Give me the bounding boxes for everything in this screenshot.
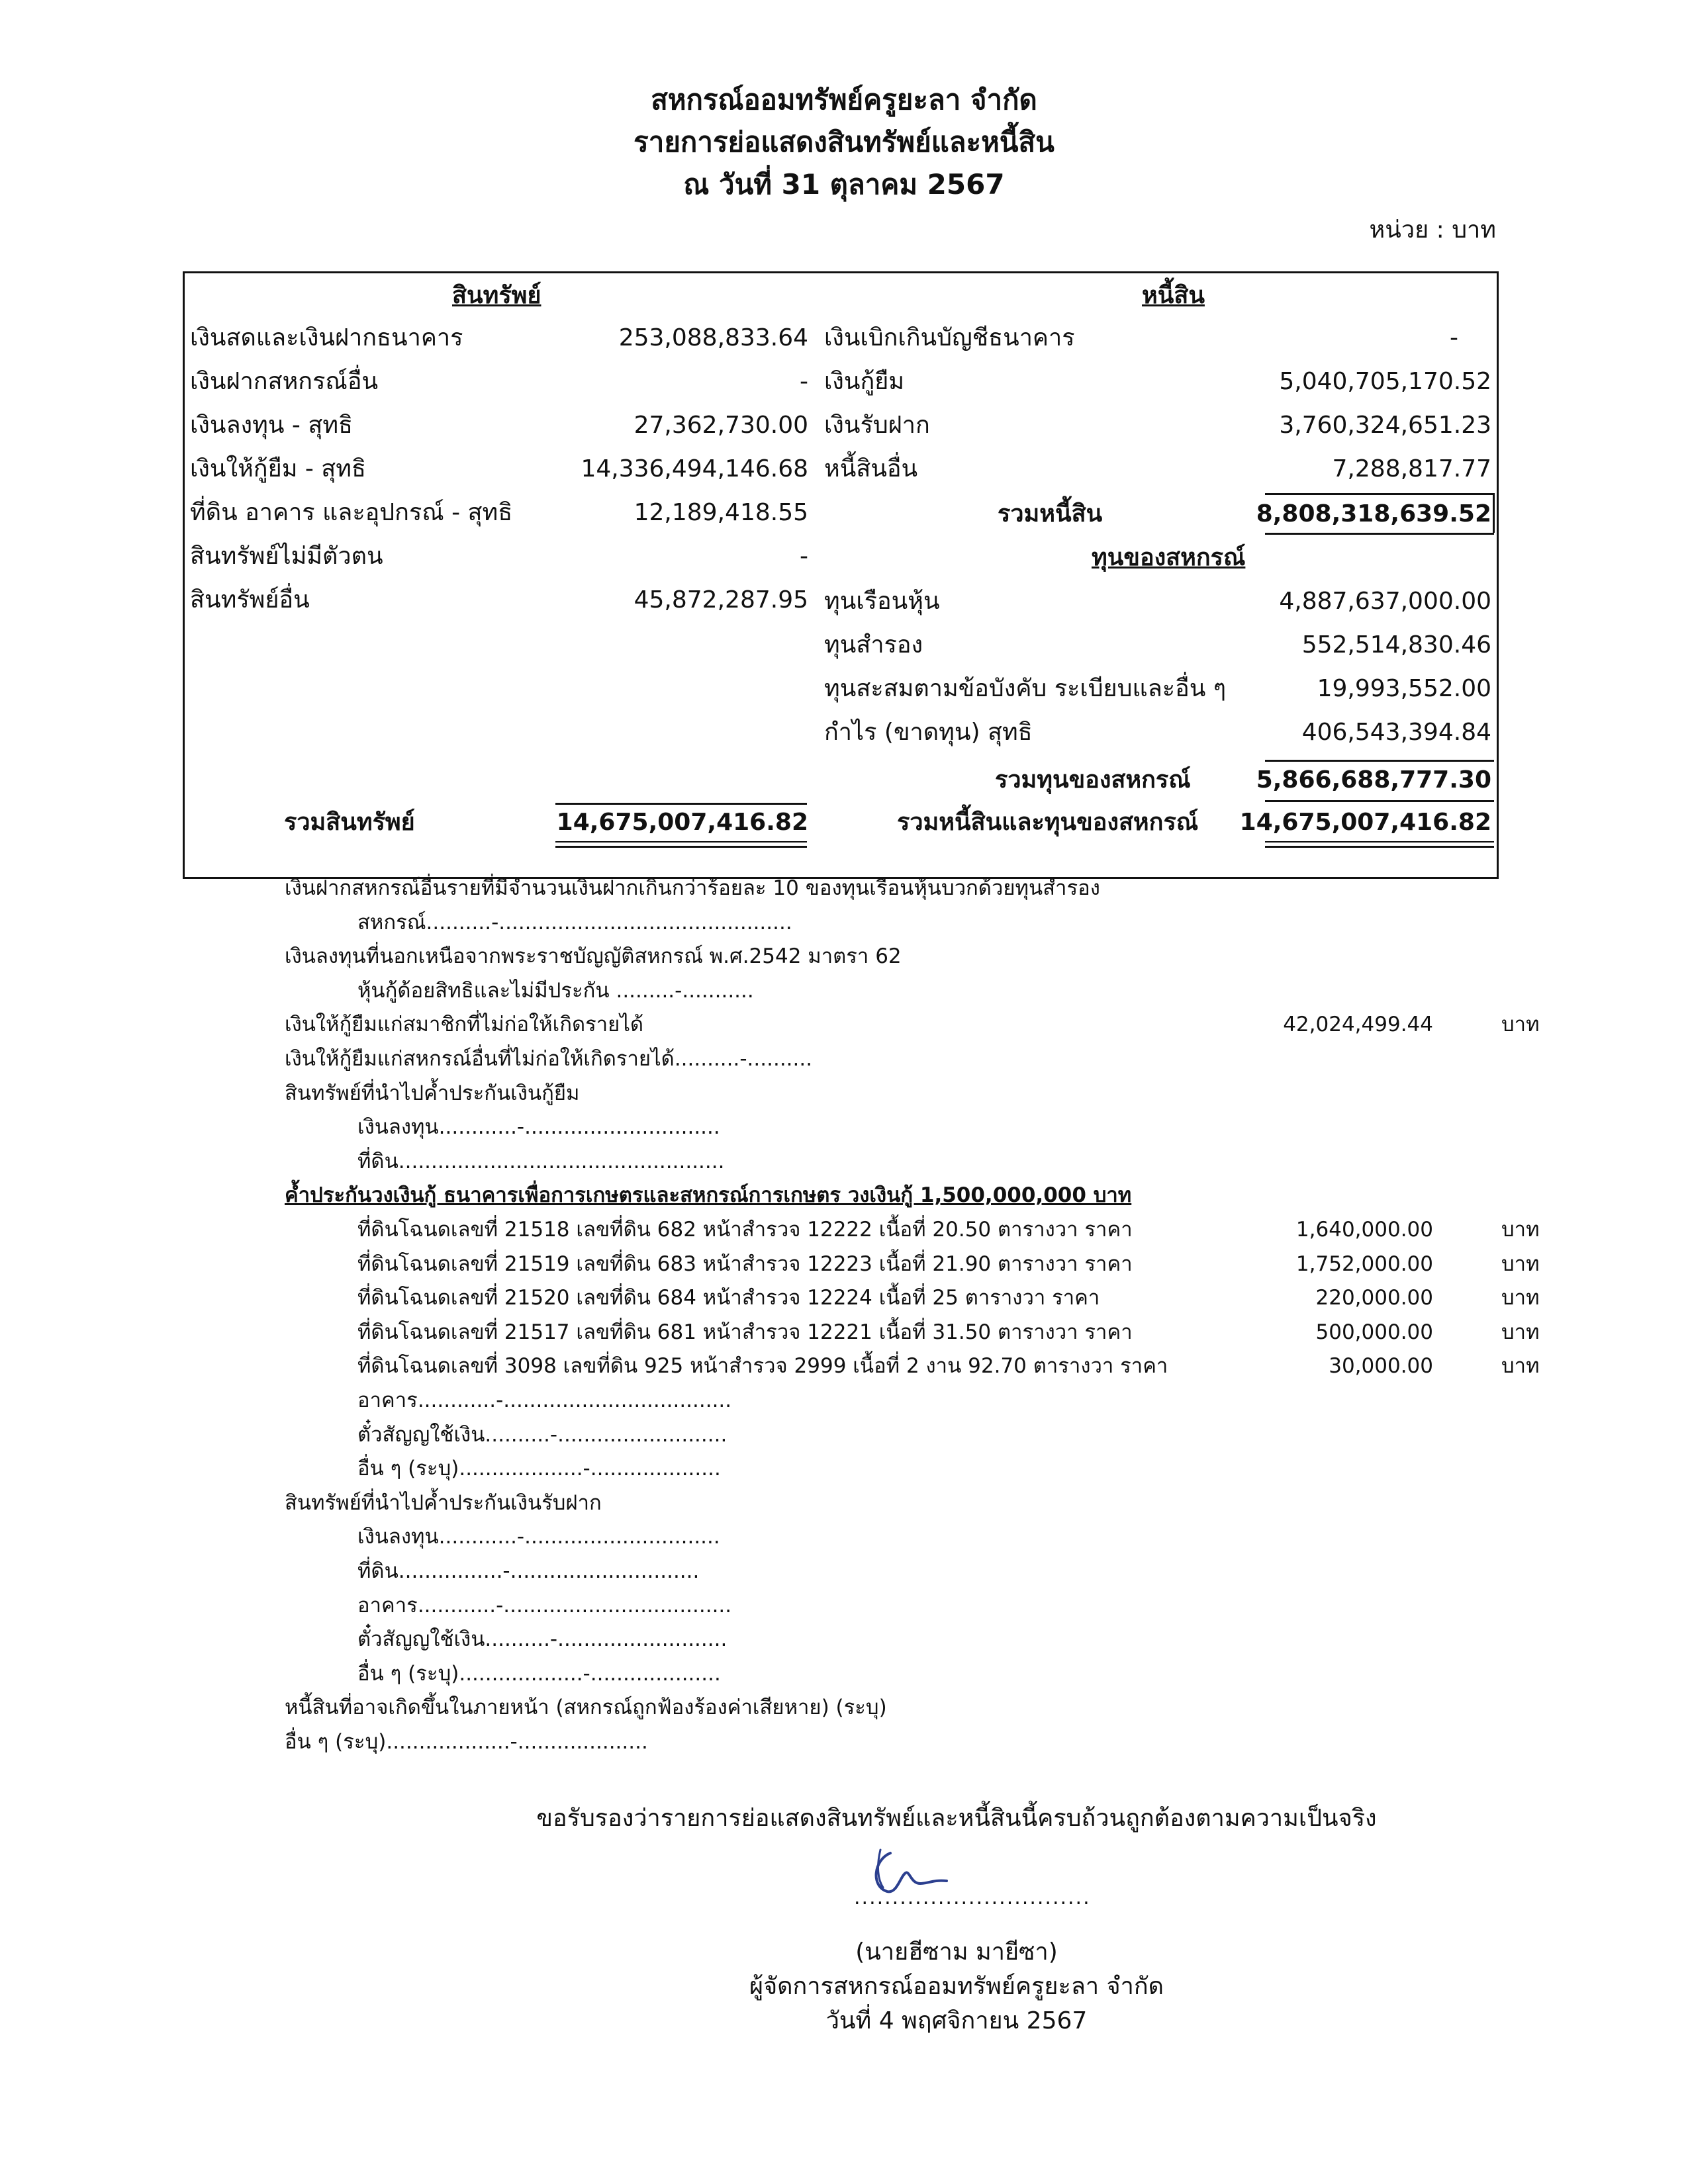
note-line: เงินลงทุน............-..............................	[357, 1115, 720, 1139]
note-line: เงินให้กู้ยืมแก่สหกรณ์อื่นที่ไม่ก่อให้เกิดรายได้..........-..........	[285, 1047, 813, 1071]
asset-row-label: สินทรัพย์ไม่มีตัวตน	[190, 543, 383, 570]
total-liabilities-label: รวมหนี้สิน	[998, 500, 1103, 527]
grand-total-value: 14,675,007,416.82	[1239, 809, 1491, 836]
asset-row-value: 12,189,418.55	[633, 499, 808, 526]
note-amount: 1,640,000.00	[1295, 1218, 1433, 1242]
asset-row-label: เงินให้กู้ยืม - สุทธิ	[190, 455, 366, 482]
note-unit: บาท	[1501, 1286, 1540, 1310]
asset-row-value: 27,362,730.00	[633, 412, 808, 439]
total-assets-label: รวมสินทรัพย์	[284, 809, 415, 836]
asset-total-top-rule	[555, 803, 807, 805]
equity-row-value: 552,514,830.46	[1301, 631, 1491, 659]
equity-subtotal-rule	[1265, 760, 1494, 762]
asset-row-value: 45,872,287.95	[633, 586, 808, 614]
asset-row-label: สินทรัพย์อื่น	[190, 586, 310, 614]
org-name: สหกรณ์ออมทรัพย์ครูยะลา จำกัด	[651, 83, 1037, 116]
note-line: เงินฝากสหกรณ์อื่นรายที่มีจำนวนเงินฝากเกินกว่าร้อยละ 10 ของทุนเรือนหุ้นบวกด้วยทุนสำรอง	[285, 876, 1100, 900]
liability-row-label: เงินกู้ยืม	[824, 368, 905, 395]
note-amount: 42,024,499.44	[1283, 1013, 1433, 1036]
liability-total-box	[1493, 493, 1495, 533]
equity-total-rule	[1265, 800, 1494, 802]
equity-row-value: 19,993,552.00	[1317, 675, 1491, 702]
collateral-heading: ค้ำประกันวงเงินกู้ ธนาคารเพื่อการเกษตรและสหกรณ์การเกษตร วงเงินกู้ 1,500,000,000 บาท	[285, 1183, 1132, 1207]
equity-row-label: ทุนเรือนหุ้น	[824, 588, 940, 615]
equity-row-label: ทุนสำรอง	[824, 631, 923, 659]
asset-row-label: เงินลงทุน - สุทธิ	[190, 412, 353, 439]
note-line: สินทรัพย์ที่นำไปค้ำประกันเงินรับฝาก	[285, 1491, 602, 1515]
liability-subtotal-rule	[1265, 493, 1494, 495]
asset-total-double-rule	[555, 841, 807, 848]
note-line: ตั๋วสัญญใช้เงิน..........-..........................	[357, 1627, 727, 1651]
note-amount: 220,000.00	[1315, 1286, 1433, 1310]
asset-row-value: -	[800, 368, 808, 395]
equity-row-value: 406,543,394.84	[1301, 719, 1491, 746]
statement-title: รายการย่อแสดงสินทรัพย์และหนี้สิน	[633, 126, 1055, 158]
signer-position: ผู้จัดการสหกรณ์ออมทรัพย์ครูยะลา จำกัด	[749, 1973, 1164, 2000]
liability-row-value: 5,040,705,170.52	[1279, 368, 1491, 395]
note-line: ที่ดินโฉนดเลขที่ 21520 เลขที่ดิน 684 หน้าสำรวจ 12224 เนื้อที่ 25 ตารางวา ราคา	[357, 1286, 1100, 1310]
liability-row-value: -	[1450, 324, 1458, 351]
signer-name: (นายฮีซาม มายีซา)	[855, 1938, 1058, 1966]
note-line: หุ้นกู้ด้อยสิทธิและไม่มีประกัน .........-...........	[357, 979, 754, 1003]
asset-row-value: 253,088,833.64	[618, 324, 808, 351]
liability-row-label: เงินเบิกเกินบัญชีธนาคาร	[824, 324, 1075, 351]
asset-row-value: 14,336,494,146.68	[581, 455, 808, 482]
note-line: ที่ดิน................-.............................	[357, 1559, 700, 1583]
note-line: ที่ดินโฉนดเลขที่ 3098 เลขที่ดิน 925 หน้าสำรวจ 2999 เนื้อที่ 2 งาน 92.70 ตารางวา ราคา	[357, 1354, 1168, 1378]
note-line: อาคาร............-...................................	[357, 1388, 732, 1412]
note-line: ที่ดินโฉนดเลขที่ 21519 เลขที่ดิน 683 หน้าสำรวจ 12223 เนื้อที่ 21.90 ตารางวา ราคา	[357, 1252, 1133, 1276]
note-line: อาคาร............-...................................	[357, 1594, 732, 1617]
note-line: ที่ดินโฉนดเลขที่ 21517 เลขที่ดิน 681 หน้าสำรวจ 12221 เนื้อที่ 31.50 ตารางวา ราคา	[357, 1320, 1133, 1344]
assets-heading: สินทรัพย์	[452, 282, 541, 309]
statement-date: ณ วันที่ 31 ตุลาคม 2567	[683, 168, 1005, 201]
unit-label: หน่วย : บาท	[1369, 216, 1496, 244]
note-amount: 500,000.00	[1315, 1320, 1433, 1344]
grand-total-label: รวมหนี้สินและทุนของสหกรณ์	[897, 809, 1199, 836]
note-line: เงินให้กู้ยืมแก่สมาชิกที่ไม่ก่อให้เกิดรายได้	[285, 1013, 644, 1036]
note-unit: บาท	[1501, 1320, 1540, 1344]
note-line: อื่น ๆ (ระบุ)...................-....................	[357, 1457, 721, 1480]
total-liabilities-value: 8,808,318,639.52	[1256, 500, 1491, 527]
liability-total-rule	[1265, 533, 1494, 535]
note-line: ตั๋วสัญญใช้เงิน..........-..........................	[357, 1423, 727, 1447]
asset-row-label: เงินสดและเงินฝากธนาคาร	[190, 324, 463, 351]
signature-line: ...............................	[854, 1886, 1091, 1909]
note-unit: บาท	[1501, 1013, 1540, 1036]
grand-total-double-rule	[1265, 841, 1494, 848]
note-line: อื่น ๆ (ระบุ)...................-....................	[357, 1662, 721, 1686]
note-amount: 1,752,000.00	[1295, 1252, 1433, 1276]
liabilities-heading: หนี้สิน	[1142, 282, 1205, 309]
asset-row-label: เงินฝากสหกรณ์อื่น	[190, 368, 379, 395]
balance-sheet-table	[183, 271, 1499, 879]
liability-row-value: 3,760,324,651.23	[1279, 412, 1491, 439]
liability-row-label: เงินรับฝาก	[824, 412, 930, 439]
note-line: เงินลงทุนที่นอกเหนือจากพระราชบัญญัติสหกรณ์ พ.ศ.2542 มาตรา 62	[285, 944, 902, 968]
equity-row-label: ทุนสะสมตามข้อบังคับ ระเบียบและอื่น ๆ	[824, 675, 1227, 702]
note-line: สหกรณ์..........-.............................................	[357, 911, 792, 934]
total-equity-label: รวมทุนของสหกรณ์	[995, 766, 1191, 794]
signature-date: วันที่ 4 พฤศจิกายน 2567	[825, 2007, 1088, 2034]
note-line: อื่น ๆ (ระบุ)...................-....................	[285, 1730, 648, 1754]
certification-text: ขอรับรองว่ารายการย่อแสดงสินทรัพย์และหนี้สินนี้ครบถ้วนถูกต้องตามความเป็นจริง	[536, 1805, 1377, 1832]
note-line: หนี้สินที่อาจเกิดขึ้นในภายหน้า (สหกรณ์ถูกฟ้องร้องค่าเสียหาย) (ระบุ)	[285, 1696, 887, 1719]
note-line: ที่ดิน..................................................	[357, 1150, 725, 1173]
note-unit: บาท	[1501, 1252, 1540, 1276]
total-assets-value: 14,675,007,416.82	[556, 809, 808, 836]
equity-row-value: 4,887,637,000.00	[1279, 588, 1491, 615]
note-unit: บาท	[1501, 1218, 1540, 1242]
asset-row-label: ที่ดิน อาคาร และอุปกรณ์ - สุทธิ	[190, 499, 513, 526]
note-line: ที่ดินโฉนดเลขที่ 21518 เลขที่ดิน 682 หน้าสำรวจ 12222 เนื้อที่ 20.50 ตารางวา ราคา	[357, 1218, 1133, 1242]
note-amount: 30,000.00	[1329, 1354, 1433, 1378]
note-unit: บาท	[1501, 1354, 1540, 1378]
note-line: เงินลงทุน............-..............................	[357, 1525, 720, 1549]
asset-row-value: -	[800, 543, 808, 570]
equity-heading: ทุนของสหกรณ์	[1092, 544, 1246, 571]
equity-row-label: กำไร (ขาดทุน) สุทธิ	[824, 719, 1033, 746]
total-equity-value: 5,866,688,777.30	[1256, 766, 1491, 794]
liability-row-label: หนี้สินอื่น	[824, 455, 918, 482]
note-line: สินทรัพย์ที่นำไปค้ำประกันเงินกู้ยืม	[285, 1081, 580, 1105]
liability-row-value: 7,288,817.77	[1332, 455, 1491, 482]
